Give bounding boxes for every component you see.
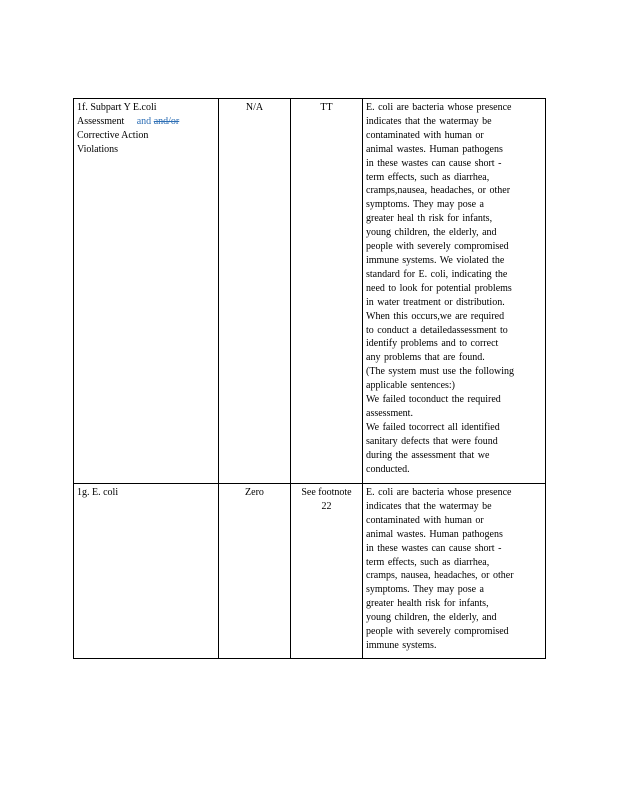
health-effects-line: people with severely compromised: [366, 626, 509, 638]
mclg-line: 22: [321, 500, 332, 512]
tracked-deletion: and/or: [153, 115, 180, 127]
health-effects-line: symptoms. They may pose a: [366, 584, 484, 596]
health-effects-line: in these wastes can cause short -: [366, 157, 502, 169]
health-effects-line: E. coli are bacteria whose presence: [366, 102, 512, 113]
health-effects-line: We failed toconduct the required: [366, 394, 501, 406]
health-effects-line: animal wastes. Human pathogens: [366, 143, 503, 155]
health-effects-line: immune systems.: [366, 639, 437, 651]
contaminant-line: Corrective Action: [77, 129, 149, 141]
health-effects-line: term effects, such as diarrhea,: [366, 556, 490, 568]
health-effects-line: indicates that the watermay be: [366, 500, 492, 512]
health-effects-line: greater health risk for infants,: [366, 598, 489, 610]
mclg-line: See footnote: [301, 487, 352, 498]
health-effects-line: contaminated with human or: [366, 129, 484, 141]
health-effects-line: during the assessment that we: [366, 449, 490, 461]
table-row: [74, 99, 546, 484]
health-effects-line: term effects, such as diarrhea,: [366, 171, 490, 183]
health-effects-line: people with severely compromised: [366, 241, 509, 253]
health-effects-line: young children, the elderly, and: [366, 612, 497, 624]
health-effects-line: symptoms. They may pose a: [366, 199, 484, 211]
health-effects-line: (The system must use the following: [366, 366, 515, 378]
mcl-cell: Zero: [219, 484, 291, 659]
health-effects-line: greater heal th risk for infants,: [366, 213, 493, 225]
health-effects-line: assessment.: [366, 407, 413, 419]
contaminant-line: Violations: [77, 143, 119, 155]
health-effects-line: cramps,nausea, headaches, or other: [366, 185, 511, 197]
health-effects-line: standard for E. coli, indicating the: [366, 268, 508, 280]
health-effects-line: conducted.: [366, 463, 410, 475]
health-effects-line: young children, the elderly, and: [366, 227, 497, 239]
mclg-cell: TT: [291, 99, 363, 484]
health-effects-line: contaminated with human or: [366, 514, 484, 526]
contaminant-cell: [74, 99, 219, 484]
mcl-cell: N/A: [219, 99, 291, 484]
health-effects-line: animal wastes. Human pathogens: [366, 528, 503, 540]
violations-table: [73, 98, 546, 659]
health-effects-cell: [363, 484, 546, 659]
health-effects-line: immune systems. We violated the: [366, 254, 505, 266]
health-effects-line: need to look for potential problems: [366, 282, 512, 294]
health-effects-line: We failed tocorrect all identified: [366, 421, 500, 433]
health-effects-line: E. coli are bacteria whose presence: [366, 487, 512, 498]
contaminant-line: 1f. Subpart Y E.coli: [77, 102, 157, 113]
health-effects-cell: [363, 99, 546, 484]
contaminant-line: 1g. E. coli: [77, 487, 119, 498]
tracked-insertion: and: [136, 115, 152, 127]
table-row: [74, 484, 546, 659]
mclg-cell: [291, 484, 363, 659]
health-effects-line: to conduct a detailedassessment to: [366, 324, 508, 336]
contaminant-cell: [74, 484, 219, 659]
contaminant-line-with-revision: Assessment and and/or: [77, 115, 180, 127]
health-effects-line: in water treatment or distribution.: [366, 296, 505, 308]
health-effects-line: identify problems and to correct: [366, 338, 499, 350]
health-effects-line: cramps, nausea, headaches, or other: [366, 570, 514, 582]
health-effects-line: any problems that are found.: [366, 352, 485, 364]
health-effects-line: in these wastes can cause short -: [366, 542, 502, 554]
health-effects-line: indicates that the watermay be: [366, 115, 492, 127]
health-effects-line: sanitary defects that were found: [366, 435, 498, 447]
health-effects-line: applicable sentences:): [366, 380, 456, 392]
health-effects-line: When this occurs,we are required: [366, 310, 505, 322]
